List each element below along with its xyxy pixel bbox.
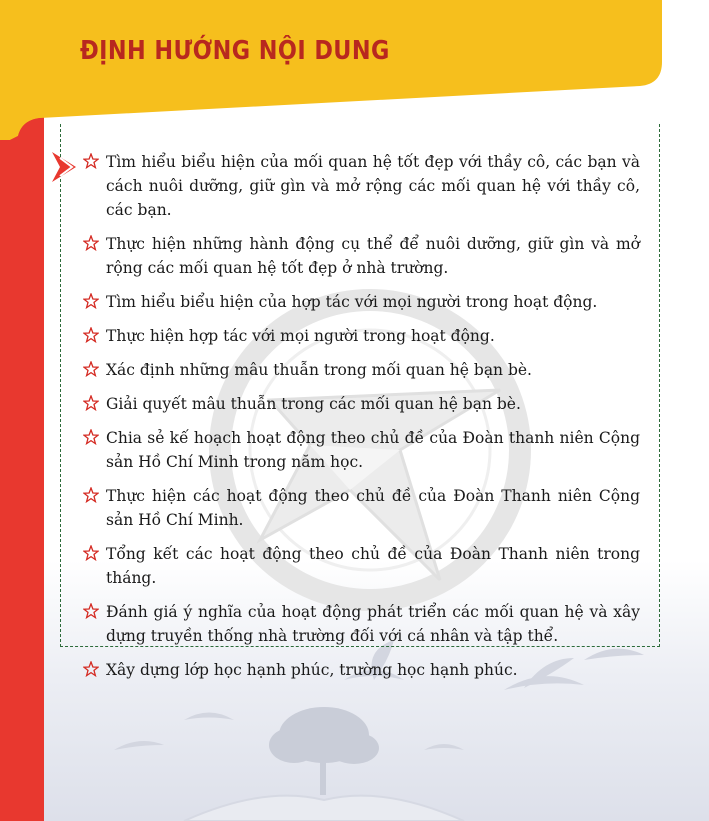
list-item <box>80 150 640 222</box>
star-outline-icon <box>83 429 99 445</box>
star-outline-icon <box>83 327 99 343</box>
list-item-text: Chia sẻ kế hoạch hoạt động theo chủ đề của Đoàn thanh niên Cộng sản Hồ Chí Minh trong năm học. <box>106 429 640 471</box>
list-item-text: Giải quyết mâu thuẫn trong các mối quan hệ bạn bè. <box>106 395 521 413</box>
list-item-text: Tìm hiểu biểu hiện của hợp tác với mọi người trong hoạt động. <box>106 293 598 311</box>
content-list <box>80 150 640 692</box>
star-outline-icon <box>83 395 99 411</box>
list-item-text: Đánh giá ý nghĩa của hoạt động phát triển các mối quan hệ và xây dựng truyền thống nhà trường đối với cá nhân và tập thể. <box>106 603 640 645</box>
header-banner <box>0 0 709 140</box>
list-item <box>80 542 640 590</box>
star-outline-icon <box>83 487 99 503</box>
list-item-text: Tìm hiểu biểu hiện của mối quan hệ tốt đẹp với thầy cô, các bạn và cách nuôi dưỡng, giữ gìn và mở rộng các mối quan hệ với thầy cô, các bạn. <box>106 153 640 219</box>
list-item <box>80 232 640 280</box>
star-outline-icon <box>83 545 99 561</box>
star-outline-icon <box>83 293 99 309</box>
list-item-text: Xây dựng lớp học hạnh phúc, trường học hạnh phúc. <box>106 661 518 679</box>
list-item <box>80 484 640 532</box>
star-outline-icon <box>83 361 99 377</box>
list-item-text: Tổng kết các hoạt động theo chủ đề của Đoàn Thanh niên trong tháng. <box>106 545 640 587</box>
list-item-text: Thực hiện những hành động cụ thể để nuôi dưỡng, giữ gìn và mở rộng các mối quan hệ tốt đẹp ở nhà trường. <box>106 235 640 277</box>
list-item <box>80 290 640 314</box>
chevron-right-icon <box>50 150 82 184</box>
list-item <box>80 426 640 474</box>
list-item-text: Xác định những mâu thuẫn trong mối quan hệ bạn bè. <box>106 361 532 379</box>
section-title: ĐỊNH HƯỚNG NỘI DUNG <box>80 36 390 66</box>
star-outline-icon <box>83 153 99 169</box>
star-outline-icon <box>83 235 99 251</box>
list-item <box>80 658 640 682</box>
star-outline-icon <box>83 603 99 619</box>
list-item <box>80 358 640 382</box>
list-item <box>80 392 640 416</box>
star-outline-icon <box>83 661 99 677</box>
list-item-text: Thực hiện hợp tác với mọi người trong hoạt động. <box>106 327 495 345</box>
list-item <box>80 324 640 348</box>
list-item-text: Thực hiện các hoạt động theo chủ đề của Đoàn Thanh niên Cộng sản Hồ Chí Minh. <box>106 487 640 529</box>
list-item <box>80 600 640 648</box>
